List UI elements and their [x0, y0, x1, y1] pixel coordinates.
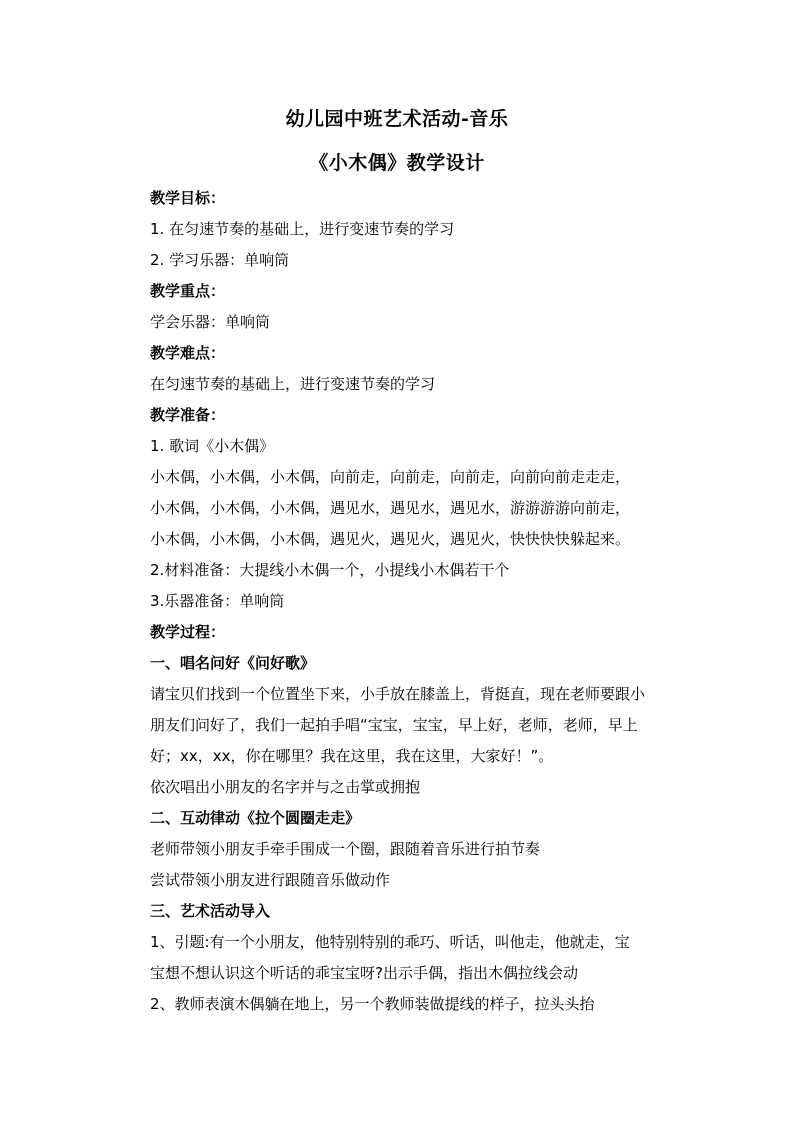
document-title: 幼儿园中班艺术活动-音乐	[285, 108, 509, 130]
paragraph-line: 请宝贝们找到一个位置坐下来，小手放在膝盖上，背挺直，现在老师要跟小	[150, 685, 646, 703]
paragraph-line: 尝试带领小朋友进行跟随音乐做动作	[150, 871, 391, 889]
paragraph-line: 宝想不想认识这个听话的乖宝宝呀?出示手偶，指出木偶拉线会动	[150, 964, 578, 982]
document-body	[150, 183, 690, 1020]
section-heading: 教学过程：	[150, 623, 226, 641]
paragraph-line: 1、引题:有一个小朋友，他特别特别的乖巧、听话，叫他走，他就走，宝	[150, 933, 630, 951]
paragraph-line: 小木偶，小木偶，小木偶，遇见火，遇见火，遇见火，快快快快躲起来。	[150, 530, 631, 548]
paragraph-line: 2、教师表演木偶躺在地上，另一个教师装做提线的样子，拉头头抬	[150, 995, 595, 1013]
document-subtitle: 《小木偶》教学设计	[309, 152, 485, 174]
section-heading: 二、互动律动《拉个圆圈走走》	[150, 809, 361, 827]
paragraph-line: 2. 学习乐器：单响筒	[150, 251, 290, 269]
section-heading: 一、唱名问好《问好歌》	[150, 654, 316, 672]
paragraph-line: 朋友们问好了，我们一起拍手唱“宝宝，宝宝，早上好，老师，老师，早上	[150, 716, 638, 734]
section-heading: 教学准备：	[150, 406, 226, 424]
paragraph-line: 1. 在匀速节奏的基础上，进行变速节奏的学习	[150, 220, 455, 238]
paragraph-line: 小木偶，小木偶，小木偶，向前走，向前走，向前走，向前向前走走走，	[150, 468, 631, 486]
section-heading: 教学目标：	[150, 189, 226, 207]
paragraph-line: 3.乐器准备：单响筒	[150, 592, 285, 610]
section-heading: 教学重点：	[150, 282, 226, 300]
paragraph-line: 好；xx，xx，你在哪里？我在这里，我在这里，大家好！”。	[150, 747, 554, 765]
paragraph-line: 1. 歌词《小木偶》	[150, 437, 275, 455]
section-heading: 三、艺术活动导入	[150, 902, 271, 920]
paragraph-line: 依次唱出小朋友的名字并与之击掌或拥抱	[150, 778, 421, 796]
section-heading: 教学难点：	[150, 344, 226, 362]
paragraph-line: 老师带领小朋友手牵手围成一个圈，跟随着音乐进行拍节奏	[150, 840, 541, 858]
paragraph-line: 在匀速节奏的基础上，进行变速节奏的学习	[150, 375, 436, 393]
paragraph-line: 2.材料准备：大提线小木偶一个，小提线小木偶若干个	[150, 561, 510, 579]
paragraph-line: 小木偶，小木偶，小木偶，遇见水，遇见水，遇见水，游游游游向前走，	[150, 499, 631, 517]
paragraph-line: 学会乐器：单响筒	[150, 313, 271, 331]
